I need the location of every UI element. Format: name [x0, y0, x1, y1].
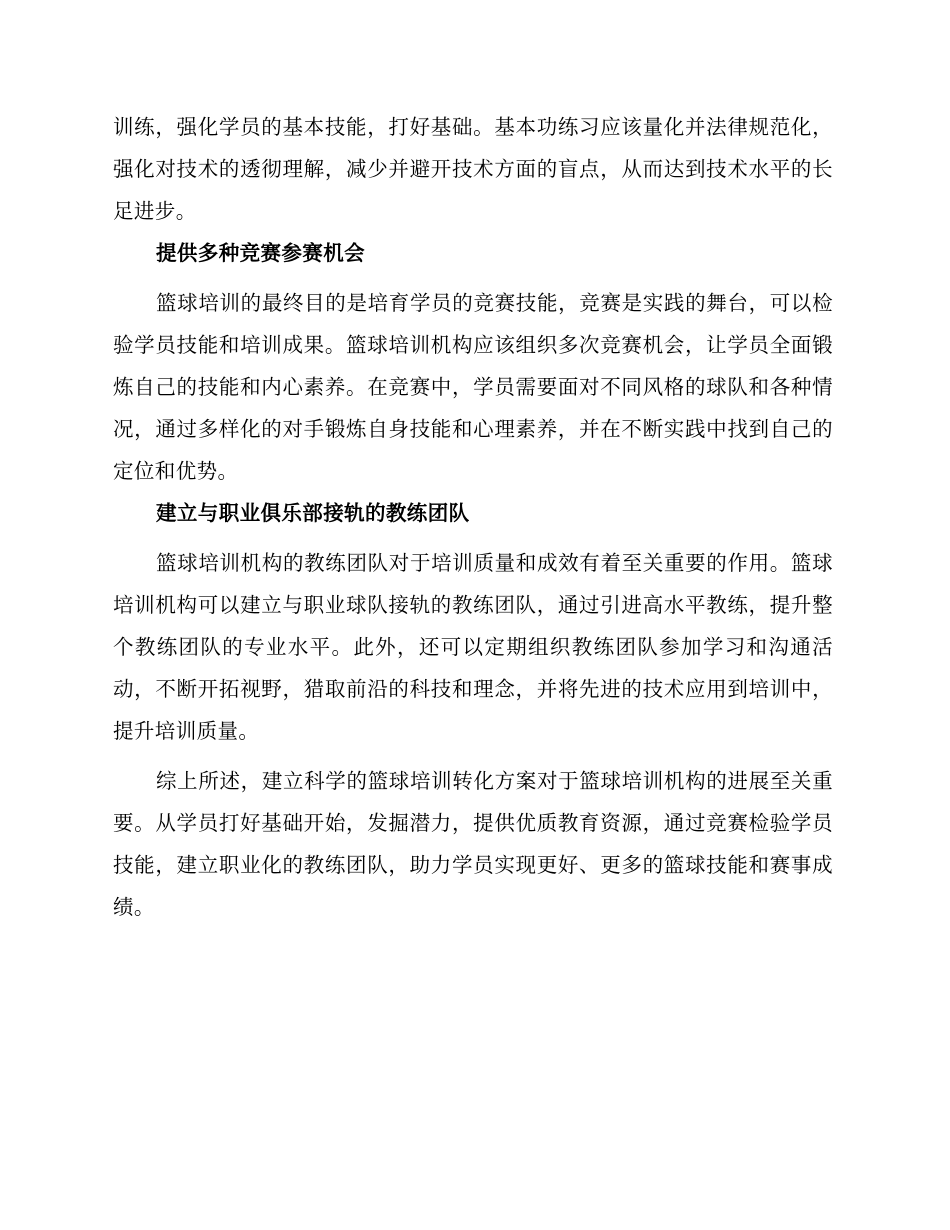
section-heading-competition: 提供多种竞赛参赛机会	[156, 241, 365, 265]
paragraph-competition: 篮球培训的最终目的是培育学员的竞赛技能，竞赛是实践的舞台，可以检验学员技能和培训成果。篮球培训机构应该组织多次竞赛机会，让学员全面锻炼自己的技能和内心素养。在竞赛中，学员需要面对不同风格的球队和各种情况，通过多样化的对手锻炼自身技能和心理素养，并在不断实践中找到自己的定位和优势。	[113, 291, 833, 483]
document-page	[113, 106, 833, 928]
paragraph-coaching-team: 篮球培训机构的教练团队对于培训质量和成效有着至关重要的作用。篮球培训机构可以建立与职业球队接轨的教练团队，通过引进高水平教练，提升整个教练团队的专业水平。此外，还可以定期组织教练团队参加学习和沟通活动，不断开拓视野，猎取前沿的科技和理念，并将先进的技术应用到培训中，提升培训质量。	[113, 551, 833, 743]
paragraph-conclusion: 综上所述，建立科学的篮球培训转化方案对于篮球培训机构的进展至关重要。从学员打好基础开始，发掘潜力，提供优质教育资源，通过竞赛检验学员技能，建立职业化的教练团队，助力学员实现更好、更多的篮球技能和赛事成绩。	[113, 769, 833, 919]
section-heading-coaching-team: 建立与职业俱乐部接轨的教练团队	[156, 501, 470, 525]
paragraph-basic-training-continued: 训练，强化学员的基本技能，打好基础。基本功练习应该量化并法律规范化，强化对技术的透彻理解，减少并避开技术方面的盲点，从而达到技术水平的长足进步。	[113, 115, 833, 223]
